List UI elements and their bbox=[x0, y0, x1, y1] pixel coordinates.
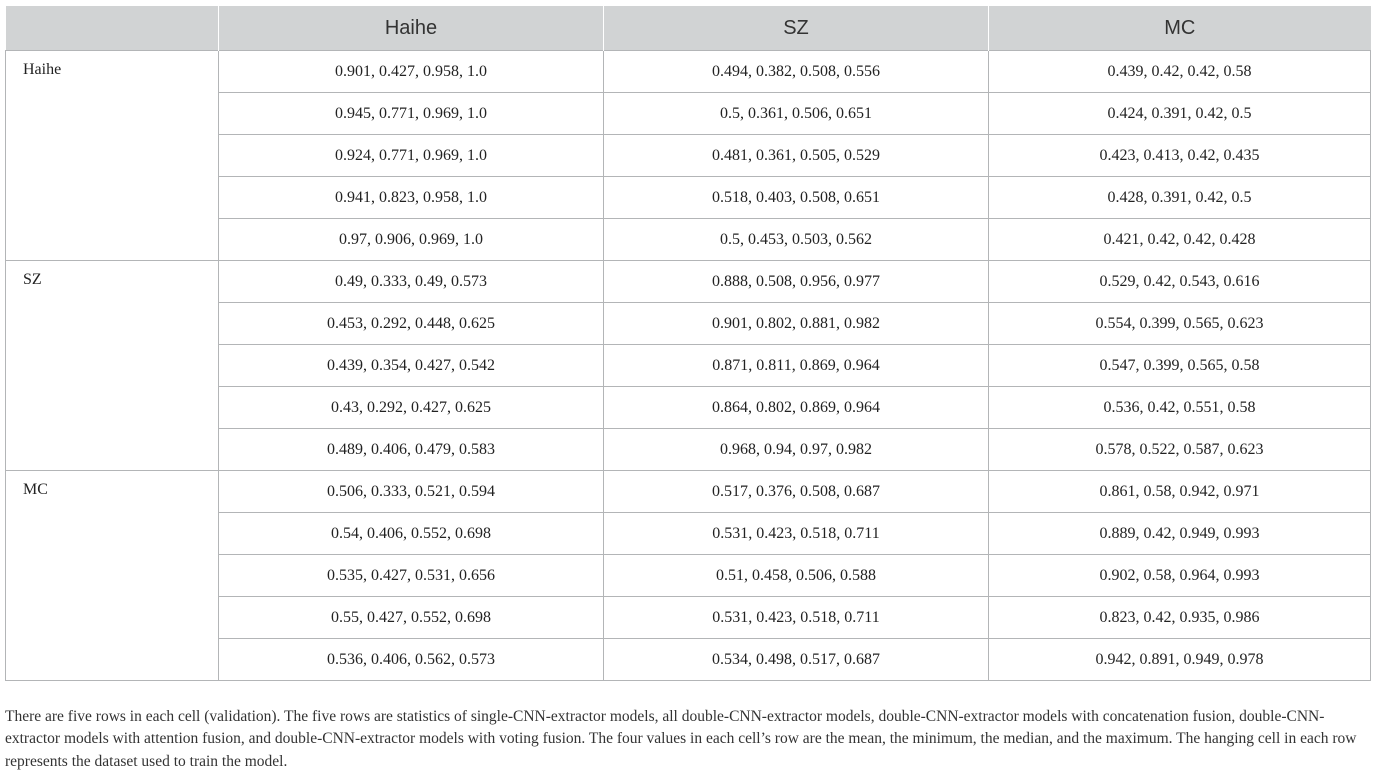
table-row bbox=[6, 51, 1371, 93]
table-cell: 0.554, 0.399, 0.565, 0.623 bbox=[989, 303, 1371, 345]
table-cell: 0.489, 0.406, 0.479, 0.583 bbox=[219, 429, 604, 471]
table-row bbox=[6, 261, 1371, 303]
table-cell: 0.428, 0.391, 0.42, 0.5 bbox=[989, 177, 1371, 219]
table-cell: 0.529, 0.42, 0.543, 0.616 bbox=[989, 261, 1371, 303]
table-cell: 0.823, 0.42, 0.935, 0.986 bbox=[989, 597, 1371, 639]
table-cell: 0.924, 0.771, 0.969, 1.0 bbox=[219, 135, 604, 177]
table-cell: 0.968, 0.94, 0.97, 0.982 bbox=[604, 429, 989, 471]
table-cell: 0.517, 0.376, 0.508, 0.687 bbox=[604, 471, 989, 513]
table-body bbox=[6, 51, 1371, 681]
table-cell: 0.536, 0.42, 0.551, 0.58 bbox=[989, 387, 1371, 429]
table-cell: 0.481, 0.361, 0.505, 0.529 bbox=[604, 135, 989, 177]
table-cell: 0.453, 0.292, 0.448, 0.625 bbox=[219, 303, 604, 345]
header-corner bbox=[6, 6, 219, 51]
table-cell: 0.942, 0.891, 0.949, 0.978 bbox=[989, 639, 1371, 681]
results-table-container bbox=[5, 6, 1370, 681]
table-cell: 0.901, 0.427, 0.958, 1.0 bbox=[219, 51, 604, 93]
table-cell: 0.424, 0.391, 0.42, 0.5 bbox=[989, 93, 1371, 135]
table-cell: 0.439, 0.42, 0.42, 0.58 bbox=[989, 51, 1371, 93]
table-cell: 0.945, 0.771, 0.969, 1.0 bbox=[219, 93, 604, 135]
header-mc: MC bbox=[989, 6, 1371, 51]
table-cell: 0.888, 0.508, 0.956, 0.977 bbox=[604, 261, 989, 303]
table-cell: 0.547, 0.399, 0.565, 0.58 bbox=[989, 345, 1371, 387]
table-cell: 0.535, 0.427, 0.531, 0.656 bbox=[219, 555, 604, 597]
table-cell: 0.871, 0.811, 0.869, 0.964 bbox=[604, 345, 989, 387]
table-cell: 0.439, 0.354, 0.427, 0.542 bbox=[219, 345, 604, 387]
table-row bbox=[6, 471, 1371, 513]
table-cell: 0.901, 0.802, 0.881, 0.982 bbox=[604, 303, 989, 345]
table-footnote: There are five rows in each cell (validation). The five rows are statistics of single-CNN-extractor models, all double-CNN-extractor models, double-CNN-extractor models with concatenation fusion, double-CNN-extractor models with attention fusion, and double-CNN-extractor models with voting fusion. The four values in each cell’s row are the mean, the minimum, the median, and the maximum. The hanging cell in each row represents the dataset used to train the model. bbox=[5, 706, 1370, 773]
table-cell: 0.864, 0.802, 0.869, 0.964 bbox=[604, 387, 989, 429]
table-cell: 0.578, 0.522, 0.587, 0.623 bbox=[989, 429, 1371, 471]
table-cell: 0.51, 0.458, 0.506, 0.588 bbox=[604, 555, 989, 597]
header-haihe: Haihe bbox=[219, 6, 604, 51]
table-cell: 0.54, 0.406, 0.552, 0.698 bbox=[219, 513, 604, 555]
table-cell: 0.531, 0.423, 0.518, 0.711 bbox=[604, 513, 989, 555]
table-cell: 0.5, 0.453, 0.503, 0.562 bbox=[604, 219, 989, 261]
table-cell: 0.518, 0.403, 0.508, 0.651 bbox=[604, 177, 989, 219]
group-label-mc: MC bbox=[6, 471, 219, 681]
results-table bbox=[5, 6, 1371, 681]
table-header bbox=[6, 6, 1371, 51]
table-cell: 0.889, 0.42, 0.949, 0.993 bbox=[989, 513, 1371, 555]
header-sz: SZ bbox=[604, 6, 989, 51]
table-cell: 0.506, 0.333, 0.521, 0.594 bbox=[219, 471, 604, 513]
table-cell: 0.861, 0.58, 0.942, 0.971 bbox=[989, 471, 1371, 513]
table-cell: 0.55, 0.427, 0.552, 0.698 bbox=[219, 597, 604, 639]
header-row bbox=[6, 6, 1371, 51]
table-cell: 0.49, 0.333, 0.49, 0.573 bbox=[219, 261, 604, 303]
table-cell: 0.941, 0.823, 0.958, 1.0 bbox=[219, 177, 604, 219]
group-label-sz: SZ bbox=[6, 261, 219, 471]
table-cell: 0.43, 0.292, 0.427, 0.625 bbox=[219, 387, 604, 429]
table-cell: 0.421, 0.42, 0.42, 0.428 bbox=[989, 219, 1371, 261]
table-cell: 0.531, 0.423, 0.518, 0.711 bbox=[604, 597, 989, 639]
table-cell: 0.494, 0.382, 0.508, 0.556 bbox=[604, 51, 989, 93]
table-cell: 0.536, 0.406, 0.562, 0.573 bbox=[219, 639, 604, 681]
table-cell: 0.902, 0.58, 0.964, 0.993 bbox=[989, 555, 1371, 597]
table-cell: 0.5, 0.361, 0.506, 0.651 bbox=[604, 93, 989, 135]
group-label-haihe: Haihe bbox=[6, 51, 219, 261]
table-cell: 0.534, 0.498, 0.517, 0.687 bbox=[604, 639, 989, 681]
table-cell: 0.423, 0.413, 0.42, 0.435 bbox=[989, 135, 1371, 177]
table-cell: 0.97, 0.906, 0.969, 1.0 bbox=[219, 219, 604, 261]
